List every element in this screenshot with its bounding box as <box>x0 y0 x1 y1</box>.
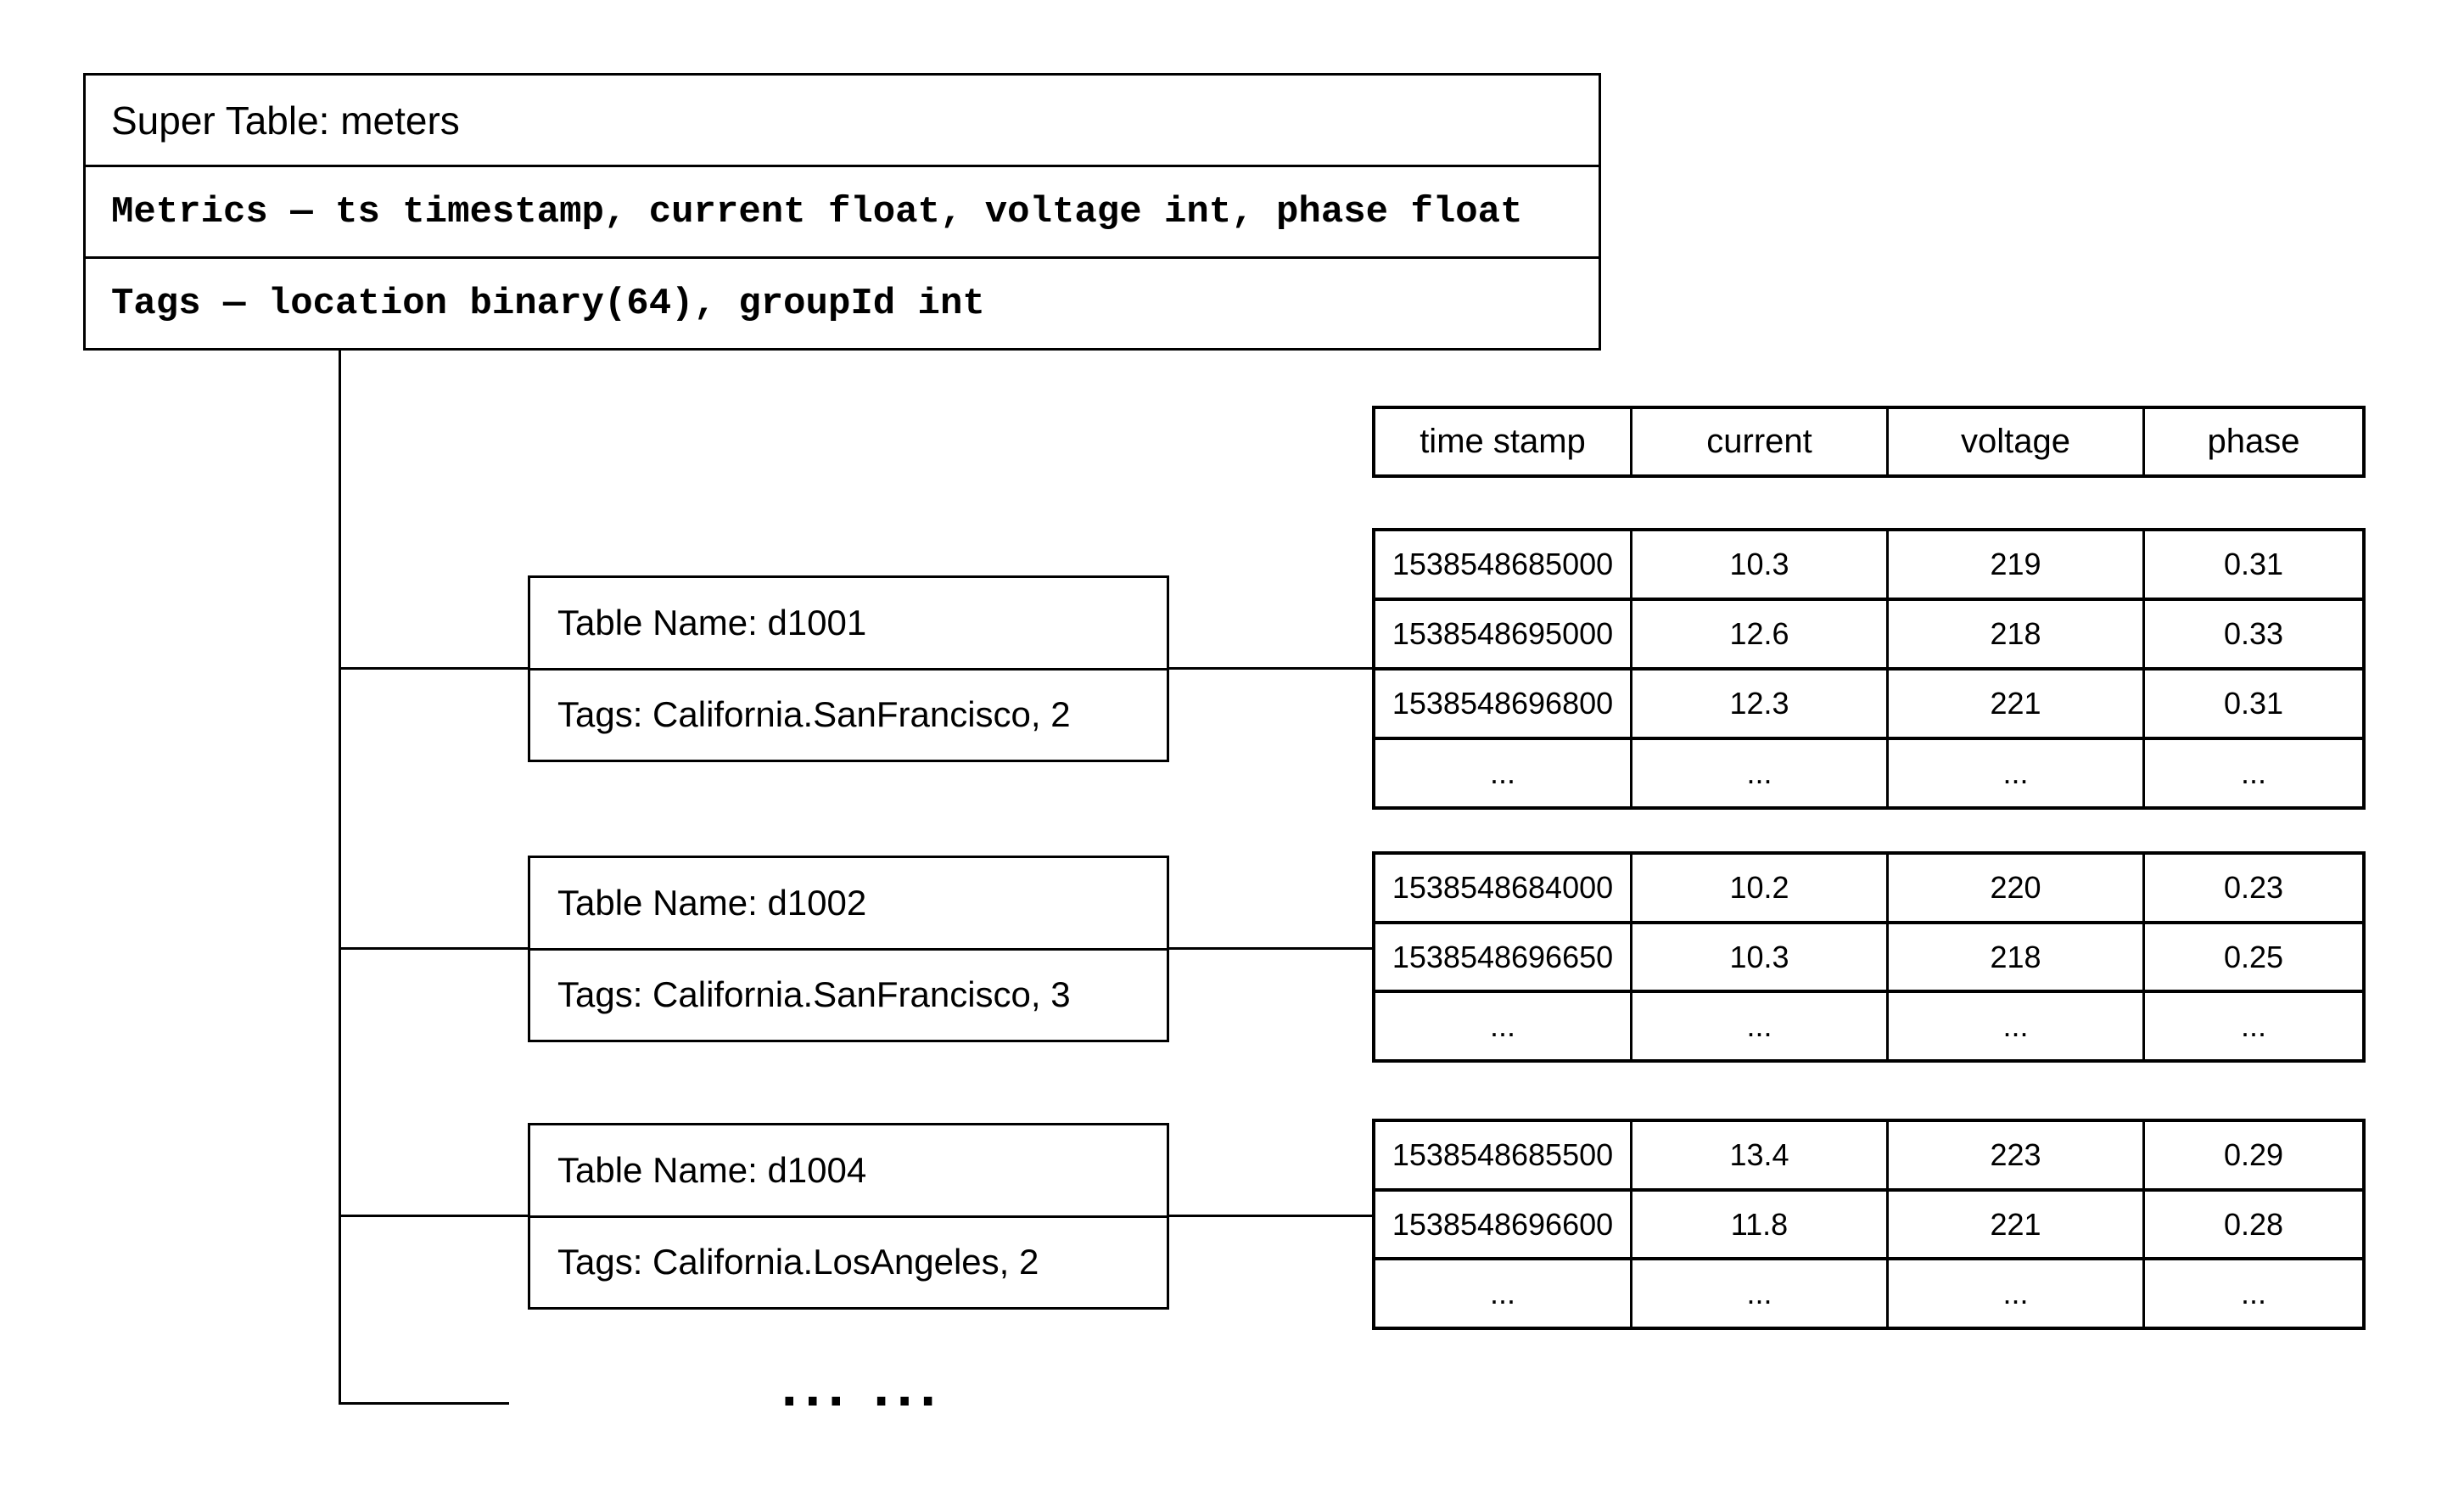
column-header-voltage: voltage <box>1889 409 2145 474</box>
connector-line-d1001 <box>1169 667 1372 670</box>
table-row-ellipsis <box>1375 993 2362 1059</box>
table-cell-current: 13.4 <box>1632 1122 1889 1188</box>
data-table-d1002 <box>1372 851 2366 1063</box>
table-row <box>1375 531 2362 601</box>
super-table-title: Super Table: meters <box>86 76 1599 167</box>
subtable-box-d1004 <box>528 1123 1169 1310</box>
table-row-ellipsis <box>1375 1260 2362 1327</box>
table-cell-ellipsis: ... <box>1375 740 1632 806</box>
table-row <box>1375 1192 2362 1261</box>
subtable-box-d1002 <box>528 856 1169 1042</box>
table-cell-timestamp: 1538548695000 <box>1375 601 1632 667</box>
connector-line-d1002 <box>1169 947 1372 950</box>
table-cell-timestamp: 1538548685500 <box>1375 1122 1632 1188</box>
table-cell-timestamp: 1538548696800 <box>1375 671 1632 737</box>
super-table-tags: Tags — location binary(64), groupId int <box>111 282 985 325</box>
table-cell-timestamp: 1538548696600 <box>1375 1192 1632 1258</box>
table-cell-voltage: 221 <box>1889 671 2145 737</box>
table-row <box>1375 855 2362 924</box>
table-cell-ellipsis: ... <box>2240 755 2266 790</box>
table-row <box>1375 601 2362 671</box>
super-table-metrics: Metrics — ts timestamp, current float, voltage int, phase float <box>86 167 1599 259</box>
table-cell-voltage: 219 <box>1889 531 2145 598</box>
table-cell-ellipsis: ... <box>1632 993 1889 1059</box>
column-header-current: current <box>1632 409 1889 474</box>
tree-bottom-elbow-line <box>339 1402 509 1405</box>
table-cell-ellipsis: ... <box>2240 1008 2266 1044</box>
table-cell-phase: 0.33 <box>2223 616 2284 651</box>
data-table-d1001 <box>1372 528 2366 810</box>
table-cell-ellipsis: ... <box>1375 1260 1632 1327</box>
branch-line-d1004 <box>339 1215 528 1217</box>
table-cell-voltage: 218 <box>1889 601 2145 667</box>
table-cell-phase: 0.28 <box>2223 1206 2284 1242</box>
table-cell-current: 10.2 <box>1632 855 1889 921</box>
table-cell-phase: 0.31 <box>2223 686 2284 721</box>
connector-line-d1004 <box>1169 1215 1372 1217</box>
table-cell-voltage: 218 <box>1889 924 2145 990</box>
table-cell-timestamp: 1538548684000 <box>1375 855 1632 921</box>
table-cell-timestamp: 1538548685000 <box>1375 531 1632 598</box>
table-row <box>1375 1122 2362 1192</box>
table-cell-current: 11.8 <box>1632 1192 1889 1258</box>
table-cell-current: 10.3 <box>1632 531 1889 598</box>
table-cell-current: 12.6 <box>1632 601 1889 667</box>
table-cell-current: 12.3 <box>1632 671 1889 737</box>
table-cell-timestamp: 1538548696650 <box>1375 924 1632 990</box>
table-cell-voltage: 220 <box>1889 855 2145 921</box>
table-row <box>1375 924 2362 994</box>
subtable-tags-d1002: Tags: California.SanFrancisco, 3 <box>557 974 1071 1015</box>
table-cell-ellipsis: ... <box>1632 1260 1889 1327</box>
table-row <box>1375 671 2362 740</box>
data-table-d1004 <box>1372 1119 2366 1330</box>
more-tables-ellipsis: ... ... <box>781 1363 943 1417</box>
table-cell-voltage: 223 <box>1889 1122 2145 1188</box>
subtable-tags-d1001: Tags: California.SanFrancisco, 2 <box>557 694 1071 735</box>
table-cell-phase: 0.25 <box>2223 939 2284 974</box>
table-cell-phase: 0.31 <box>2223 547 2284 581</box>
subtable-name-d1004: Table Name: d1004 <box>530 1125 1167 1218</box>
table-cell-ellipsis: ... <box>1889 740 2145 806</box>
super-table-box <box>83 73 1601 351</box>
table-cell-ellipsis: ... <box>1632 740 1889 806</box>
subtable-name-d1002: Table Name: d1002 <box>530 858 1167 951</box>
column-header-table <box>1372 406 2366 478</box>
subtable-tags-d1004: Tags: California.LosAngeles, 2 <box>557 1242 1039 1282</box>
branch-line-d1002 <box>339 947 528 950</box>
table-cell-current: 10.3 <box>1632 924 1889 990</box>
branch-line-d1001 <box>339 667 528 670</box>
tree-trunk-line <box>339 351 341 1405</box>
column-header-timestamp: time stamp <box>1375 409 1632 474</box>
table-cell-ellipsis: ... <box>1889 993 2145 1059</box>
table-cell-phase: 0.23 <box>2223 869 2284 905</box>
table-row-ellipsis <box>1375 740 2362 806</box>
table-cell-voltage: 221 <box>1889 1192 2145 1258</box>
table-cell-phase: 0.29 <box>2223 1136 2284 1172</box>
table-cell-ellipsis: ... <box>1375 993 1632 1059</box>
column-header-phase: phase <box>2207 423 2300 460</box>
table-cell-ellipsis: ... <box>2240 1276 2266 1311</box>
subtable-box-d1001 <box>528 575 1169 762</box>
subtable-name-d1001: Table Name: d1001 <box>530 578 1167 671</box>
table-cell-ellipsis: ... <box>1889 1260 2145 1327</box>
